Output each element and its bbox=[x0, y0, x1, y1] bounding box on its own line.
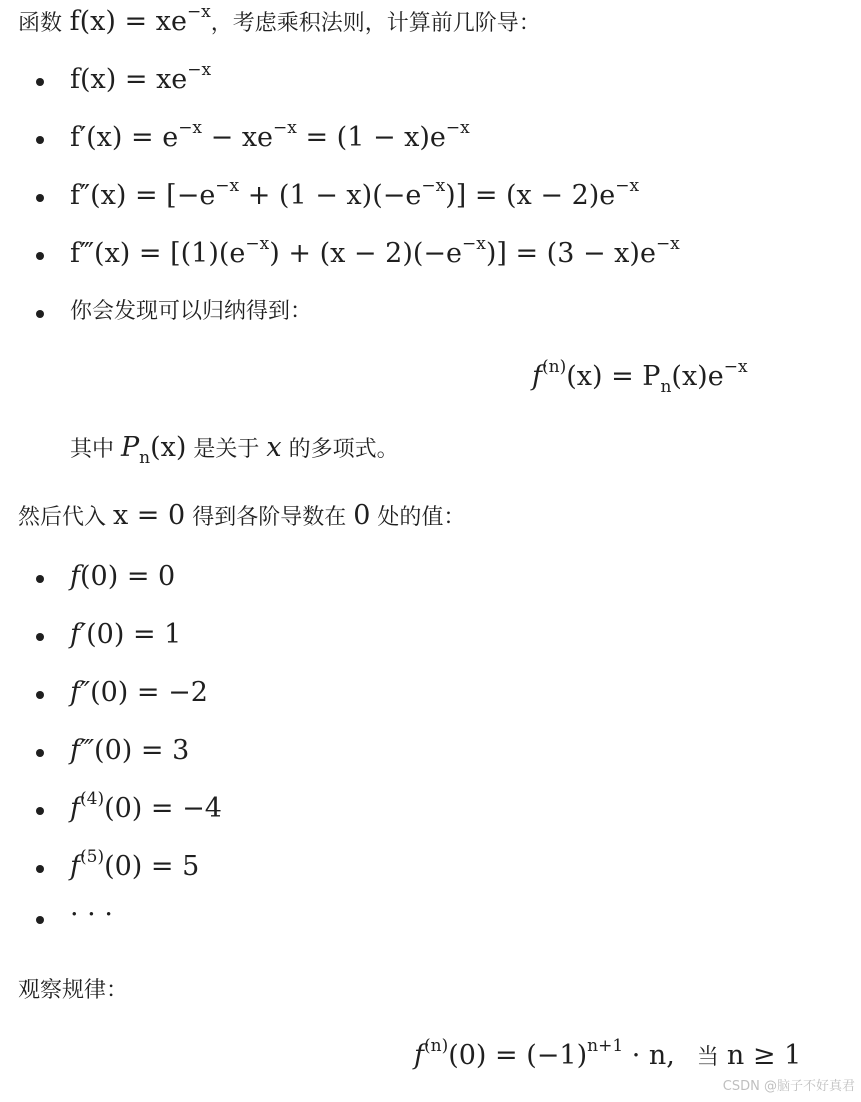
value-0-rest: (0) = 0 bbox=[80, 561, 176, 592]
value-item-2 bbox=[70, 677, 208, 712]
pattern-label: 观察规律： bbox=[18, 978, 129, 1003]
derivative-3-exp2: −x bbox=[461, 234, 486, 254]
derivative-item-1 bbox=[70, 118, 470, 157]
intro-suffix: ，考虑乘积法则，计算前几阶导： bbox=[210, 11, 541, 36]
derivative-item-0 bbox=[70, 60, 212, 99]
derivative-1-main: f′(x) = e bbox=[70, 122, 179, 153]
watermark: CSDN @脑子不好真君 bbox=[722, 1079, 855, 1094]
derivative-1-exp2: −x bbox=[273, 118, 297, 138]
bullet-dot bbox=[36, 310, 44, 318]
value-item-1 bbox=[70, 619, 181, 654]
general-subscript: n bbox=[660, 377, 672, 397]
bullet-dot bbox=[36, 749, 44, 757]
derivative-item-2 bbox=[70, 176, 640, 215]
substitute-line bbox=[18, 500, 465, 534]
final-f: f bbox=[414, 1040, 424, 1071]
intro-function bbox=[69, 2, 211, 37]
substitute-zero: 0 bbox=[353, 500, 371, 531]
final-mid: (0) = (−1) bbox=[448, 1040, 588, 1071]
derivative-3-tail: ) + (x − 2)(−e bbox=[269, 238, 462, 269]
final-when: 当 bbox=[696, 1045, 719, 1070]
bullet-dot bbox=[36, 136, 44, 144]
where-px: (x) bbox=[150, 432, 187, 463]
bullet-dot bbox=[36, 194, 44, 202]
derivative-1-tail: − xe bbox=[202, 122, 274, 153]
value-5-f: f bbox=[70, 851, 80, 882]
derivative-2-exp3: −x bbox=[615, 176, 640, 196]
final-order: (n) bbox=[424, 1036, 449, 1056]
bullet-dot bbox=[36, 252, 44, 260]
derivative-2-exp2: −x bbox=[421, 176, 446, 196]
observe-bullet: 你会发现可以归纳得到： bbox=[70, 299, 313, 324]
substitute-suffix: 处的值： bbox=[370, 505, 466, 530]
value-item-4 bbox=[70, 789, 222, 828]
derivative-1-exp3: −x bbox=[445, 118, 470, 138]
intro-prefix: 函数 bbox=[18, 11, 63, 36]
bullet-dot bbox=[36, 575, 44, 583]
bullet-dot bbox=[36, 633, 44, 641]
derivative-2-tail: + (1 − x)(−e bbox=[239, 180, 422, 211]
where-p: P bbox=[121, 432, 140, 463]
intro-function-exponent: −x bbox=[186, 2, 211, 22]
value-4-f: f bbox=[70, 793, 80, 824]
derivative-2-main: f″(x) = [−e bbox=[70, 180, 216, 211]
bullet-dot bbox=[36, 691, 44, 699]
where-mid: 是关于 bbox=[186, 437, 267, 462]
general-order: (n) bbox=[542, 357, 567, 377]
where-x: x bbox=[266, 432, 282, 463]
intro-function-body: f(x) = xe bbox=[69, 6, 187, 37]
value-3-f: f‴ bbox=[70, 735, 95, 766]
derivative-3-exp3: −x bbox=[655, 234, 680, 254]
value-item-0 bbox=[70, 561, 175, 596]
substitute-math: x = 0 bbox=[113, 500, 186, 531]
bullet-dot bbox=[36, 865, 44, 873]
derivative-0-exp: −x bbox=[187, 60, 212, 80]
final-formula bbox=[414, 1036, 802, 1075]
value-1-rest: (0) = 1 bbox=[86, 619, 182, 650]
general-exp: −x bbox=[723, 357, 748, 377]
where-line bbox=[70, 432, 399, 467]
derivative-2-tail2: )] = (x − 2)e bbox=[445, 180, 616, 211]
general-middle: (x) = P bbox=[566, 361, 661, 392]
derivative-3-tail2: )] = (3 − x)e bbox=[485, 238, 656, 269]
where-prefix: 其中 bbox=[70, 437, 121, 462]
final-exponent: n+1 bbox=[587, 1036, 624, 1056]
bullet-dot bbox=[36, 78, 44, 86]
value-4-rest: (0) = −4 bbox=[104, 793, 222, 824]
derivative-3-exp: −x bbox=[245, 234, 270, 254]
bullet-dot bbox=[36, 807, 44, 815]
value-item-3 bbox=[70, 735, 189, 770]
value-5-rest: (0) = 5 bbox=[104, 851, 200, 882]
bullet-dot bbox=[36, 916, 44, 924]
value-4-order: (4) bbox=[80, 789, 105, 809]
substitute-mid: 得到各阶导数在 bbox=[185, 505, 354, 530]
general-tail: (x)e bbox=[671, 361, 724, 392]
substitute-prefix: 然后代入 bbox=[18, 505, 113, 530]
derivative-1-exp: −x bbox=[178, 118, 203, 138]
value-3-rest: (0) = 3 bbox=[94, 735, 190, 766]
where-suffix: 的多项式。 bbox=[281, 437, 399, 462]
where-sub: n bbox=[139, 448, 151, 468]
value-2-f: f″ bbox=[70, 677, 91, 708]
general-f: f bbox=[532, 361, 542, 392]
value-1-f: f′ bbox=[70, 619, 87, 650]
final-condition: n ≥ 1 bbox=[726, 1040, 802, 1071]
ellipsis-item: · · · bbox=[70, 899, 113, 930]
value-0-f: f bbox=[70, 561, 80, 592]
final-tail: · n, bbox=[623, 1040, 675, 1071]
derivative-3-main: f‴(x) = [(1)(e bbox=[70, 238, 246, 269]
intro-line bbox=[18, 2, 541, 41]
general-form-formula bbox=[532, 357, 748, 397]
derivative-2-exp: −x bbox=[215, 176, 240, 196]
derivative-item-3 bbox=[70, 234, 680, 273]
value-5-order: (5) bbox=[80, 847, 105, 867]
derivative-0-main: f(x) = xe bbox=[70, 64, 188, 95]
value-item-5 bbox=[70, 847, 200, 886]
derivative-1-tail2: = (1 − x)e bbox=[296, 122, 446, 153]
value-2-rest: (0) = −2 bbox=[90, 677, 208, 708]
